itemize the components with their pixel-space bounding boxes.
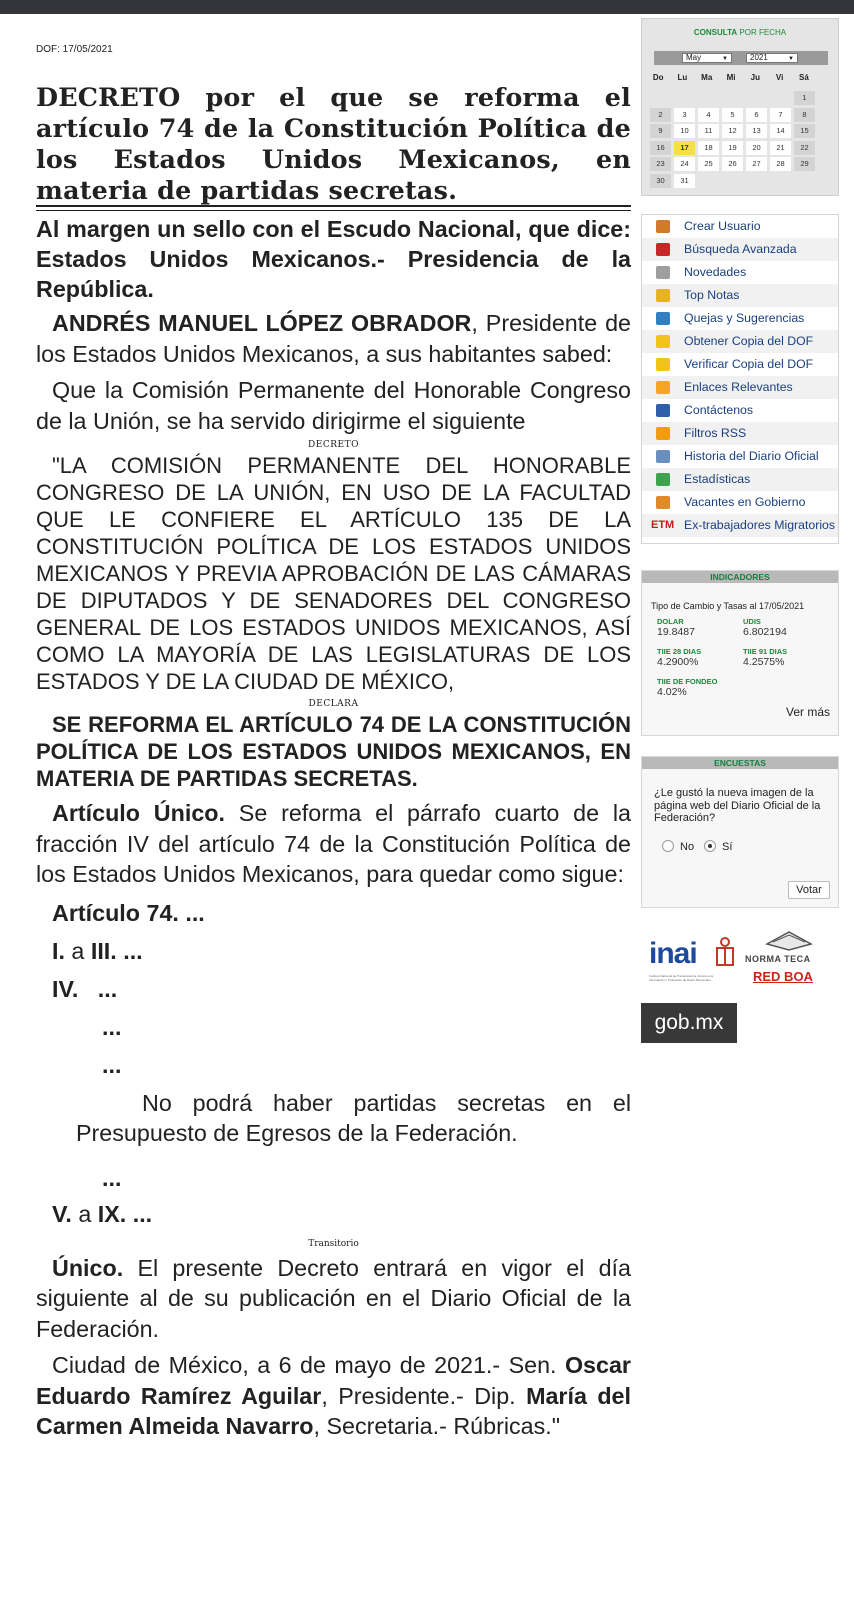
etm-icon: ETM [651, 519, 675, 531]
mailbox-icon [656, 312, 670, 325]
calendar-day[interactable]: 8 [794, 108, 815, 122]
calendar-day[interactable]: 1 [794, 91, 815, 105]
calendar-day[interactable]: 21 [770, 141, 791, 155]
calendar-day[interactable]: 12 [722, 124, 743, 138]
quick-links [641, 214, 839, 544]
calendar-day[interactable]: 11 [698, 124, 719, 138]
calendar-day[interactable]: 29 [794, 157, 815, 171]
sidebar-link-label: Quejas y Sugerencias [684, 311, 805, 325]
title-divider [36, 205, 631, 207]
star-doc-icon [656, 289, 670, 302]
calendar-day[interactable]: 25 [698, 157, 719, 171]
calendar-day[interactable]: 10 [674, 124, 695, 138]
sidebar-link-label: Estadísticas [684, 472, 751, 486]
stats-icon [656, 473, 670, 486]
radio-no[interactable] [662, 840, 674, 852]
fractions-v-ix: V. a IX. ... [52, 1200, 153, 1227]
dolar-label: DOLAR [657, 617, 684, 626]
calendar-day[interactable]: 14 [770, 124, 791, 138]
label-transitorio: Transitorio [308, 1238, 359, 1249]
sidebar-link[interactable] [642, 468, 838, 491]
rates-subtitle: Tipo de Cambio y Tasas al 17/05/2021 [651, 601, 805, 611]
sidebar-link-label: Novedades [684, 265, 747, 279]
publication-date: DOF: 17/05/2021 [36, 44, 113, 55]
history-icon [656, 450, 670, 463]
president-text: , Presidente de los Estados Unidos Mexicanos, a sus habitantes sabed: [36, 310, 631, 367]
weekday-label: Do [652, 73, 664, 82]
secret-items-paragraph: No podrá haber partidas secretas en el Presupuesto de Egresos de la Federación. [76, 1089, 631, 1146]
article-unico-paragraph [36, 798, 631, 890]
transitory-paragraph: Único. El presente Decreto entrará en vigor el día siguiente al de su publicación en el Diario Oficial de la Federación. [36, 1254, 631, 1342]
weekday-label: Vi [775, 73, 784, 82]
calendar-day[interactable]: 20 [746, 141, 767, 155]
survey-panel [641, 756, 839, 908]
signer-1: Oscar Eduardo Ramírez Aguilar [36, 1352, 631, 1409]
sidebar-link-label: Contáctenos [684, 403, 754, 417]
calendar-day[interactable]: 4 [698, 108, 719, 122]
contact-icon [656, 404, 670, 417]
top-bar [0, 0, 854, 14]
sidebar-link-label: Vacantes en Gobierno [684, 495, 806, 509]
sidebar-link-label: Top Notas [684, 288, 740, 302]
calendar-day[interactable]: 16 [650, 141, 671, 155]
signatures-paragraph: Ciudad de México, a 6 de mayo de 2021.- Sen. Oscar Eduardo Ramírez Aguilar, Presidente.- Dip. María del Carmen Almeida Navarro, Secretaria.- Rúbricas." [36, 1352, 631, 1439]
document-body [36, 214, 631, 1442]
radio-si-label: Sí [722, 841, 733, 853]
calendar-day[interactable]: 27 [746, 157, 767, 171]
dolar-value: 19.8487 [657, 626, 695, 638]
calendar-heading: CONSULTA POR FECHA [693, 28, 787, 37]
title-divider-thin [36, 210, 631, 211]
label-decreto: DECRETO [308, 440, 359, 450]
inai-logo[interactable]: inai Instituto Nacional de Transparencia, Acceso a la Información y Protección de Datos Personales [649, 937, 739, 983]
sidebar-link[interactable] [642, 284, 838, 307]
weekday-label: Ma [701, 73, 713, 82]
weekday-header [646, 73, 836, 82]
calendar-day[interactable]: 30 [650, 174, 671, 188]
user-icon [656, 220, 670, 233]
calendar-day[interactable]: 2 [650, 108, 671, 122]
sidebar-link-label: Ex-trabajadores Migratorios [684, 518, 836, 532]
sidebar-link-label: Búsqueda Avanzada [684, 242, 797, 256]
udis-value: 6.802194 [743, 626, 787, 638]
survey-heading: ENCUESTAS [642, 757, 838, 769]
sidebar-link[interactable] [642, 399, 838, 422]
sidebar-link[interactable] [642, 238, 838, 261]
signer-2: María del Carmen Almeida Navarro [36, 1382, 631, 1439]
vote-button[interactable]: Votar [788, 881, 830, 899]
president-name: ANDRÉS MANUEL LÓPEZ OBRADOR [52, 310, 472, 336]
sidebar-link[interactable] [642, 445, 838, 468]
sidebar-link[interactable] [642, 376, 838, 399]
weekday-label: Mi [726, 73, 736, 82]
radio-no-label: No [680, 841, 695, 853]
ellipsis-3: ... [102, 1164, 122, 1191]
sidebar-link-label: Filtros RSS [684, 426, 747, 440]
sidebar-link-label: Crear Usuario [684, 219, 761, 233]
tiie28-value: 4.2900% [657, 656, 699, 668]
jobs-icon [656, 496, 670, 509]
copy-icon [656, 335, 670, 348]
indicators-panel [641, 570, 839, 736]
star-icon [656, 381, 670, 394]
book-icon [765, 928, 813, 952]
fondeo-label: TIIE DE FONDEO [657, 677, 718, 686]
udis-label: UDIS [743, 617, 761, 626]
commission-declaration: "LA COMISIÓN PERMANENTE DEL HONORABLE CONGRESO DE LA UNIÓN, EN USO DE LA FACULTAD QUE LE CONFIERE EL ARTÍCULO 135 DE LA CONSTITUCIÓN POLÍTICA DE LOS ESTADOS UNIDOS MEXICANOS Y PREVIA APROBACIÓN DE LAS CÁMARAS DE DIPUTADOS Y DE SENADORES DEL CONGRESO GENERAL DE LOS ESTADOS UNIDOS MEXICANOS, ASÍ COMO LA MAYORÍA DE LAS LEGISLATURAS DE LOS ESTADOS Y DE LA CIUDAD DE MÉXICO, [36, 453, 631, 694]
sidebar-link[interactable] [642, 353, 838, 376]
calendar-day[interactable]: 7 [770, 108, 791, 122]
president-paragraph [36, 308, 631, 369]
survey-question: ¿Le gustó la nueva imagen de la página web del Diario Oficial de la Federación? [654, 787, 821, 824]
seal-paragraph: Al margen un sello con el Escudo Nacional, que dice: Estados Unidos Mexicanos.- Presidencia de la República. [36, 216, 631, 302]
calendar-day[interactable]: 19 [722, 141, 743, 155]
article-unico-label: Artículo Único. [52, 800, 225, 826]
calendar-day[interactable]: 13 [746, 124, 767, 138]
sidebar-link[interactable] [642, 330, 838, 353]
fractions-i-iii: I. a III. ... [52, 937, 143, 964]
calendar-day[interactable]: 6 [746, 108, 767, 122]
sidebar-link[interactable] [642, 261, 838, 284]
document-title: DECRETO por el que se reforma el artículo 74 de la Constitución Política de los Estados Unidos Mexicanos, en materia de partidas secretas. [36, 82, 631, 205]
sidebar-link[interactable] [642, 215, 838, 238]
date-calendar [641, 18, 839, 196]
reform-statement: SE REFORMA EL ARTÍCULO 74 DE LA CONSTITUCIÓN POLÍTICA DE LOS ESTADOS UNIDOS MEXICANOS, EN MATERIA DE PARTIDAS SECRETAS. [36, 712, 631, 791]
calendar-day[interactable]: 9 [650, 124, 671, 138]
ellipsis-1: ... [102, 1013, 122, 1040]
weekday-label: Lu [677, 73, 688, 82]
redboa-logo: RED BOA [753, 969, 813, 984]
commission-paragraph: Que la Comisión Permanente del Honorable Congreso de la Unión, se ha servido dirigirme el siguiente [36, 377, 631, 434]
tiie91-value: 4.2575% [743, 656, 785, 668]
calendar-selectors [654, 51, 828, 65]
sidebar-link[interactable] [642, 307, 838, 330]
calendar-day[interactable]: 26 [722, 157, 743, 171]
sidebar-link-label: Historia del Diario Oficial [684, 449, 819, 463]
ver-mas-link[interactable]: Ver más [785, 705, 830, 719]
sidebar-link[interactable] [642, 422, 838, 445]
search-icon [656, 243, 670, 256]
calendar-day[interactable]: 18 [698, 141, 719, 155]
calendar-day[interactable]: 3 [674, 108, 695, 122]
sidebar-link[interactable] [642, 491, 838, 514]
article-74-heading: Artículo 74. ... [52, 899, 205, 926]
article-unico-text: Se reforma el párrafo cuarto de la fracción IV del artículo 74 de la Constitución Política de los Estados Unidos Mexicanos, para quedar como sigue: [36, 800, 632, 887]
gobmx-logo[interactable]: gob.mx [641, 1003, 737, 1043]
indicators-heading: INDICADORES [642, 571, 838, 583]
sidebar-link-label: Obtener Copia del DOF [684, 334, 814, 348]
fraction-iv: IV. ... [52, 975, 118, 1002]
sidebar-link-label: Verificar Copia del DOF [684, 357, 814, 371]
weekday-label: Ju [750, 73, 760, 82]
calendar-day[interactable]: 28 [770, 157, 791, 171]
inai-book-icon [715, 937, 735, 967]
rss-icon [656, 427, 670, 440]
ellipsis-2: ... [102, 1051, 122, 1078]
calendar-day-selected[interactable]: 17 [674, 141, 695, 155]
tiie91-label: TIIE 91 DIAS [743, 647, 788, 656]
tiie28-label: TIIE 28 DIAS [657, 647, 702, 656]
sidebar-link-label: Enlaces Relevantes [684, 380, 793, 394]
calendar-day[interactable]: 22 [794, 141, 815, 155]
calendar-day[interactable]: 31 [674, 174, 695, 188]
sidebar-link[interactable] [642, 514, 838, 537]
news-icon [656, 266, 670, 279]
verify-icon [656, 358, 670, 371]
radio-si[interactable] [704, 840, 716, 852]
calendar-day[interactable]: 5 [722, 108, 743, 122]
weekday-label: Sá [799, 73, 809, 82]
month-select[interactable]: May ▼ [682, 53, 732, 63]
calendar-day[interactable]: 15 [794, 124, 815, 138]
normateca-logo[interactable]: NORMA TECA RED BOA [741, 924, 837, 996]
year-select[interactable]: 2021 ▼ [746, 53, 798, 63]
calendar-day[interactable]: 23 [650, 157, 671, 171]
calendar-day[interactable]: 24 [674, 157, 695, 171]
fondeo-value: 4.02% [657, 686, 687, 698]
label-declara: DECLARA [308, 699, 359, 709]
